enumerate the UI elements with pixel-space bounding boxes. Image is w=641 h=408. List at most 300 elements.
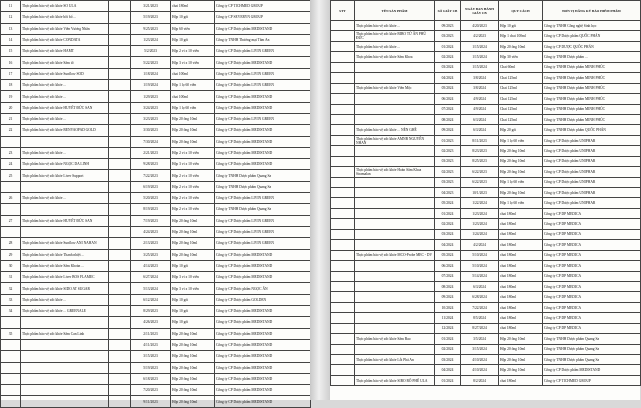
cell-company: Công ty TNHH Thương mại Tâm An	[215, 34, 311, 45]
table-row	[331, 31, 641, 41]
cell-spec: chai 180ml	[499, 250, 543, 260]
cell-product: Thực phẩm bảo vệ sức khỏe Liver Support	[21, 170, 109, 181]
table-row	[1, 181, 311, 192]
cell-num: 03/2023	[435, 31, 461, 41]
cell-date: 6/3/2024	[461, 281, 499, 291]
cell-num: 02/2024	[435, 219, 461, 229]
table-row	[331, 177, 641, 187]
cell-date: 1/23/2024	[461, 219, 499, 229]
cell-company: Công ty CP Dược phẩm MEDISTAND	[543, 365, 641, 375]
cell-stt: 33	[1, 294, 21, 305]
cell-product	[355, 94, 435, 104]
cell-num	[109, 23, 131, 34]
cell-spec: Hộp 20 gói	[499, 125, 543, 135]
cell-num: 09/2023	[435, 21, 461, 31]
cell-spec: Hộp 10 gói	[171, 12, 215, 23]
cell-num: 07/2024	[435, 271, 461, 281]
table-row	[331, 94, 641, 104]
table-row	[331, 229, 641, 239]
cell-spec: Hộp 20 ống 10ml	[499, 344, 543, 354]
table-row	[1, 306, 311, 317]
cell-product: Thực phẩm bảo vệ sức khỏe Liver BOS FLAMEC	[21, 272, 109, 283]
cell-num	[109, 46, 131, 57]
cell-product	[21, 373, 109, 384]
cell-company: Công ty CP DP MEDICA	[543, 250, 641, 260]
cell-company: Công ty CP Dược phẩm LIVIN GREEN	[215, 68, 311, 79]
cell-company: Công ty CP Dược phẩm MEDISTAND	[215, 23, 311, 34]
cell-num: 06/2024	[435, 261, 461, 271]
cell-product: Thực phẩm bảo vệ sức khỏe bồi bổ ...	[21, 12, 109, 23]
cell-product	[355, 73, 435, 83]
cell-date: 6/3/2024	[461, 125, 499, 135]
cell-company: Công ty CP Dược phẩm MEDISTAND	[215, 362, 311, 373]
cell-num: 05/2024	[435, 83, 461, 93]
left-page	[0, 0, 310, 404]
cell-company: Công ty CP Dược phẩm UNIPHAR	[543, 135, 641, 145]
cell-product	[355, 219, 435, 229]
cell-spec: Hộp 2 vỉ x 10 viên	[171, 170, 215, 181]
cell-date: 1/22/2024	[461, 198, 499, 208]
cell-num	[109, 136, 131, 147]
cell-spec: chai 100ml	[171, 68, 215, 79]
cell-spec: Hộp 1 chai 100ml	[499, 31, 543, 41]
table-row	[331, 114, 641, 124]
cell-num: 01/2024	[435, 334, 461, 344]
table-row	[331, 73, 641, 83]
cell-spec: Hộp 20 ống 10ml	[499, 156, 543, 166]
cell-date: 3/30/2023	[131, 125, 171, 136]
cell-company: Công ty CP TICHMED GROUP	[543, 375, 641, 385]
table-row	[331, 83, 641, 93]
cell-stt	[1, 351, 21, 362]
table-row	[1, 260, 311, 271]
right-header-row	[331, 1, 641, 21]
cell-stt	[331, 334, 355, 344]
cell-product	[355, 271, 435, 281]
cell-company: Công ty TNHH Dược phẩm MINH PHÚC	[543, 104, 641, 114]
cell-date: 5/19/2023	[131, 362, 171, 373]
cell-product	[355, 198, 435, 208]
cell-spec: Hộp 2 vỉ x 10 viên	[171, 181, 215, 192]
cell-spec: Hộp 2 vỉ x 10 viên	[171, 204, 215, 215]
cell-date: 3/5/2024	[461, 334, 499, 344]
cell-product	[355, 177, 435, 187]
cell-spec: Hộp 3 vỉ x 10 viên	[171, 283, 215, 294]
cell-num	[109, 181, 131, 192]
table-row	[1, 147, 311, 158]
cell-company: Công ty TNHH Dược phẩm Quang Sa	[215, 170, 311, 181]
cell-stt	[331, 281, 355, 291]
cell-num	[109, 1, 131, 12]
cell-spec: Hộp 20 ống 10ml	[171, 373, 215, 384]
cell-stt	[1, 181, 21, 192]
cell-company: Công ty CP DP MEDICA	[543, 240, 641, 250]
cell-product: Thực phẩm bảo vệ sức khỏe BENVAOPAD GOLD	[21, 125, 109, 136]
page-gutter	[310, 0, 330, 400]
cell-stt	[331, 21, 355, 31]
table-row	[1, 362, 311, 373]
cell-num	[109, 226, 131, 237]
cell-product: Thực phẩm bảo vệ sức khỏe ... GREENALE	[21, 306, 109, 317]
cell-num: 10/2024	[435, 302, 461, 312]
cell-stt: 35	[1, 328, 21, 339]
header-stt: STT	[331, 1, 355, 21]
cell-num	[109, 328, 131, 339]
cell-spec: Hộp 2 vỉ x 10 viên	[171, 46, 215, 57]
cell-date: 4/11/2023	[131, 339, 171, 350]
cell-num: 08/2024	[435, 114, 461, 124]
cell-product: Thực phẩm bảo vệ sức khỏe MCO-Probe MEC - DV	[355, 250, 435, 260]
cell-product	[21, 396, 109, 407]
cell-date: 3/24/2023	[131, 102, 171, 113]
cell-stt: 21	[1, 113, 21, 124]
cell-product	[355, 323, 435, 333]
table-row	[331, 344, 641, 354]
cell-company: Công ty CP DP MEDICA	[543, 271, 641, 281]
cell-spec: Chai 60ml	[499, 62, 543, 72]
cell-date: 1/15/2024	[461, 41, 499, 51]
table-row	[1, 249, 311, 260]
table-row	[1, 328, 311, 339]
table-row	[331, 62, 641, 72]
cell-date: 3/15/2024	[461, 344, 499, 354]
table-row	[1, 136, 311, 147]
table-row	[331, 146, 641, 156]
cell-company: Công ty CP Dược phẩm QUỐC PHÁN	[543, 31, 641, 41]
cell-date: 3/25/2023	[131, 249, 171, 260]
cell-date: 4/2/2023	[461, 31, 499, 41]
cell-company: Công ty CP Dược phẩm LIVIN GREEN	[215, 80, 311, 91]
cell-date: 9/28/2023	[131, 159, 171, 170]
cell-stt	[331, 156, 355, 166]
cell-num	[109, 385, 131, 396]
cell-company: Công ty TNHH Dược phẩm MINH PHÚC	[543, 83, 641, 93]
table-row	[1, 204, 311, 215]
cell-date: 1/23/2024	[461, 208, 499, 218]
cell-spec: Chai 125ml	[499, 73, 543, 83]
cell-num	[109, 317, 131, 328]
cell-spec: Hộp 3 vỉ x 10 viên	[171, 272, 215, 283]
cell-product	[355, 365, 435, 375]
cell-stt	[331, 229, 355, 239]
cell-product	[355, 156, 435, 166]
cell-stt: 20	[1, 102, 21, 113]
cell-product	[21, 339, 109, 350]
cell-date: 7/30/2024	[131, 136, 171, 147]
cell-spec: Hộp 3 vỉ x 10 viên	[171, 159, 215, 170]
table-row	[331, 292, 641, 302]
cell-num	[109, 113, 131, 124]
cell-stt	[1, 362, 21, 373]
cell-spec: Hộp 20 ống 10ml	[171, 215, 215, 226]
cell-company: Công ty CP Dược phẩm MEDISTAND	[215, 147, 311, 158]
cell-stt	[1, 204, 21, 215]
cell-company: Công ty CP Dược phẩm MEDISTAND	[215, 317, 311, 328]
cell-spec: Hộp 20 ống 10ml	[171, 249, 215, 260]
cell-company: Công ty CP Dược phẩm MEDISTAND	[215, 373, 311, 384]
cell-num	[109, 249, 131, 260]
cell-num: 02/2024	[435, 344, 461, 354]
cell-stt	[331, 94, 355, 104]
table-row	[331, 313, 641, 323]
cell-stt	[331, 177, 355, 187]
cell-spec: chai 180ml	[499, 240, 543, 250]
cell-company: Công ty TNHH Dược phẩm MINH PHÚC	[543, 73, 641, 83]
table-row	[331, 323, 641, 333]
cell-company: Công ty CP Dược phẩm MEDISTAND	[215, 272, 311, 283]
cell-spec: Hộp 20 ống 10ml	[171, 328, 215, 339]
table-row	[331, 334, 641, 344]
cell-spec: Hộp 20 ống 10ml	[499, 167, 543, 177]
cell-stt	[1, 385, 21, 396]
cell-product	[355, 114, 435, 124]
cell-num: 02/2024	[435, 52, 461, 62]
cell-stt	[1, 339, 21, 350]
cell-company: Công ty CP TICHMED GROUP	[215, 1, 311, 12]
cell-product: Thực phẩm bảo vệ sức khỏe HAMT	[21, 46, 109, 57]
cell-stt: 12	[1, 12, 21, 23]
cell-num: 03/2024	[435, 229, 461, 239]
table-row	[1, 283, 311, 294]
cell-num: 04/2024	[435, 240, 461, 250]
cell-stt	[331, 135, 355, 145]
cell-company: Công ty CP Dược phẩm MEDISTAND	[215, 159, 311, 170]
cell-company: Công ty CP Dược phẩm UNIPHAR	[543, 167, 641, 177]
cell-stt	[1, 396, 21, 407]
cell-num: 02/2023	[435, 146, 461, 156]
cell-product	[355, 261, 435, 271]
cell-product: Thực phẩm bảo vệ sức khỏe CONDATA	[21, 34, 109, 45]
table-row	[1, 238, 311, 249]
cell-product	[21, 181, 109, 192]
cell-stt: 25	[1, 170, 21, 181]
cell-num	[109, 125, 131, 136]
table-row	[1, 193, 311, 204]
cell-num	[109, 12, 131, 23]
table-row	[331, 261, 641, 271]
cell-product	[355, 281, 435, 291]
cell-date: 8/19/2023	[131, 204, 171, 215]
cell-date: 5/14/2024	[461, 271, 499, 281]
cell-num	[109, 57, 131, 68]
table-row	[331, 135, 641, 145]
cell-stt	[1, 373, 21, 384]
cell-product	[355, 344, 435, 354]
right-table-body	[331, 21, 641, 386]
table-row	[1, 34, 311, 45]
cell-num: 01/2023	[435, 135, 461, 145]
cell-date: 4/14/2023	[131, 260, 171, 271]
cell-spec: Hộp 3 vỉ x 10 viên	[171, 57, 215, 68]
cell-product	[355, 104, 435, 114]
table-row	[1, 339, 311, 350]
header-company: ĐƠN VỊ ĐĂNG KÝ BẢO HIỂM PHẨM	[543, 1, 641, 21]
cell-product: Thực phẩm bảo vệ sức khỏe Hoàn Sâm Khoa Stramalan	[355, 167, 435, 177]
cell-spec: Hộp 10 gói	[171, 260, 215, 271]
cell-spec: Hộp 20 ống 10ml	[171, 385, 215, 396]
cell-product	[355, 146, 435, 156]
cell-spec: chai 180ml	[499, 229, 543, 239]
cell-product: Thực phẩm bảo vệ sức khỏe Sâm Can Linh	[21, 328, 109, 339]
cell-num: 05/2024	[435, 198, 461, 208]
cell-stt	[331, 188, 355, 198]
table-row	[1, 373, 311, 384]
header-cert-number: SỐ GIẤY CB	[435, 1, 461, 21]
cell-date: 8/29/2023	[131, 306, 171, 317]
cell-date: 7/20/2023	[131, 385, 171, 396]
cell-num: 04/2024	[435, 73, 461, 83]
header-product: TÊN SẢN PHẨM	[355, 1, 435, 21]
cell-spec: Hộp 20 ống 10ml	[171, 351, 215, 362]
cell-date: 8/27/2024	[461, 323, 499, 333]
cell-product	[355, 240, 435, 250]
cell-product: Thực phẩm bảo vệ sức khỏe Sâm Bao	[355, 334, 435, 344]
cell-spec: Hộp 20 ống 10ml	[499, 146, 543, 156]
cell-company: Công ty CP DP MEDICA	[543, 219, 641, 229]
cell-product	[355, 188, 435, 198]
cell-date: 8/23/2023	[461, 146, 499, 156]
cell-product: Thực phẩm bảo vệ sức khỏe ...	[355, 21, 435, 31]
cell-product: Thực phẩm bảo vệ sức khỏe HUYẾT ĐỨC SAN	[21, 102, 109, 113]
cell-num	[109, 102, 131, 113]
cell-spec: Hộp 1 lọ 60 viên	[499, 177, 543, 187]
table-row	[331, 208, 641, 218]
cell-product: Thực phẩm bảo vệ sức khỏe SO ULA	[21, 1, 109, 12]
table-row	[1, 23, 311, 34]
cell-spec: Hộp 2 vỉ x 10 viên	[171, 147, 215, 158]
cell-company: Công ty TNHH Dược phẩm Quang Sa	[543, 355, 641, 365]
cell-stt	[331, 313, 355, 323]
cell-product: Thực phẩm bảo vệ sức khỏe Sunflow ANI NAHAN	[21, 238, 109, 249]
left-table-body	[1, 1, 311, 408]
cell-num: 07/2024	[435, 104, 461, 114]
cell-stt	[331, 198, 355, 208]
cell-stt	[331, 365, 355, 375]
cell-date: 7/22/2023	[131, 170, 171, 181]
cell-product	[355, 208, 435, 218]
cell-spec: chai 180ml	[499, 281, 543, 291]
cell-num: 04/2023	[435, 188, 461, 198]
cell-stt: 18	[1, 80, 21, 91]
table-row	[1, 317, 311, 328]
cell-date: 8/11/2023	[461, 135, 499, 145]
cell-stt	[331, 323, 355, 333]
table-row	[331, 281, 641, 291]
cell-stt	[331, 146, 355, 156]
cell-stt	[331, 73, 355, 83]
cell-stt	[331, 114, 355, 124]
cell-stt	[331, 375, 355, 385]
cell-product: Thực phẩm bảo vệ sức khỏe ...	[21, 193, 109, 204]
cell-date: 3/8/2024	[461, 73, 499, 83]
cell-num	[109, 362, 131, 373]
cell-date: 1/19/2024	[131, 80, 171, 91]
cell-company: Công ty CP DP MEDICA	[543, 208, 641, 218]
cell-num	[109, 215, 131, 226]
cell-company: Công ty CP DP MEDICA	[543, 261, 641, 271]
cell-spec: chai 180ml	[171, 1, 215, 12]
cell-company: Công ty CP Dược phẩm MEDISTAND	[215, 328, 311, 339]
cell-num: 01/2024	[435, 41, 461, 51]
cell-date: 8/25/2023	[461, 156, 499, 166]
cell-product: Thực phẩm bảo vệ sức khỏe ...	[21, 91, 109, 102]
cell-date: 6/19/2023	[131, 181, 171, 192]
cell-num	[109, 294, 131, 305]
cell-num	[109, 170, 131, 181]
table-row	[1, 46, 311, 57]
cell-date: 2/13/2023	[131, 238, 171, 249]
cell-num: 03/2024	[435, 62, 461, 72]
cell-spec: Hộp 20 ống 10ml	[171, 113, 215, 124]
table-row	[331, 125, 641, 135]
cell-date: 1/23/2024	[131, 34, 171, 45]
cell-spec: Hộp 20 ống 10ml	[499, 365, 543, 375]
cell-spec: Hộp 10 gói	[171, 317, 215, 328]
table-row	[1, 226, 311, 237]
cell-stt	[331, 208, 355, 218]
cell-stt	[331, 240, 355, 250]
cell-product	[21, 204, 109, 215]
cell-date: 4/20/2023	[461, 21, 499, 31]
table-row	[1, 159, 311, 170]
table-row	[331, 156, 641, 166]
cell-num	[109, 204, 131, 215]
table-row	[331, 104, 641, 114]
cell-num: 09/2024	[435, 125, 461, 135]
cell-spec: Hộp 20 ống 10ml	[171, 238, 215, 249]
cell-spec: chai 180ml	[499, 271, 543, 281]
cell-date: 6/22/2023	[461, 167, 499, 177]
cell-company: Công ty CP DP MEDICA	[543, 292, 641, 302]
header-spec: QUY CÁCH	[499, 1, 543, 21]
cell-date: 4/10/2024	[461, 355, 499, 365]
cell-date: 5/22/2023	[131, 57, 171, 68]
cell-date: 10/1/2023	[461, 188, 499, 198]
cell-num: 06/2024	[435, 94, 461, 104]
cell-product	[21, 226, 109, 237]
cell-num	[109, 238, 131, 249]
cell-spec: Hộp 10 gói	[171, 294, 215, 305]
cell-company: Công ty CP Dược phẩm MEDISTAND	[215, 249, 311, 260]
cell-date: 1/24/2024	[461, 229, 499, 239]
right-product-table	[330, 0, 641, 386]
cell-date: 5/19/2023	[131, 12, 171, 23]
cell-stt	[331, 52, 355, 62]
cell-product	[355, 313, 435, 323]
cell-date: 1/29/2023	[131, 91, 171, 102]
cell-stt: 26	[1, 193, 21, 204]
cell-spec: chai 180ml	[499, 292, 543, 302]
cell-product	[355, 62, 435, 72]
cell-spec: Hộp 20 ống 10ml	[171, 136, 215, 147]
cell-stt: 11	[1, 1, 21, 12]
cell-company: Công ty CP SEVERYN GROUP	[215, 12, 311, 23]
cell-product	[21, 362, 109, 373]
cell-company: Công ty CP Dược phẩm UNIPHAR	[543, 156, 641, 166]
table-row	[1, 91, 311, 102]
cell-num	[109, 147, 131, 158]
cell-spec: Hộp 1 lọ 60 viên	[499, 135, 543, 145]
cell-date: 6/27/2024	[131, 272, 171, 283]
cell-stt	[331, 250, 355, 260]
table-row	[1, 170, 311, 181]
cell-spec: chai 180ml	[499, 219, 543, 229]
cell-company: Công ty CP Dược phẩm LIVIN GREEN	[215, 193, 311, 204]
table-row	[331, 355, 641, 365]
cell-spec: Hộp 20 ống 10ml	[171, 339, 215, 350]
cell-product	[355, 302, 435, 312]
cell-date: 2/11/2023	[131, 328, 171, 339]
